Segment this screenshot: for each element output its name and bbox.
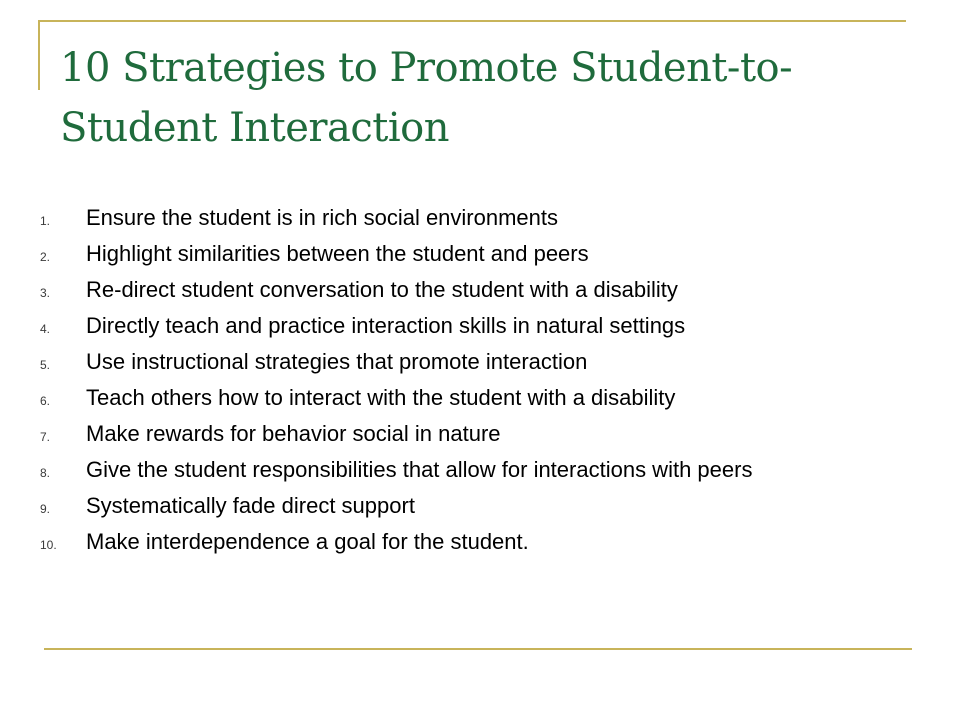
item-number: 3. (40, 286, 51, 300)
item-number: 4. (40, 322, 51, 336)
list-item (40, 528, 880, 556)
item-text: Make interdependence a goal for the student. (86, 529, 529, 554)
item-text: Highlight similarities between the student and peers (86, 241, 589, 266)
item-text: Directly teach and practice interaction skills in natural settings (86, 313, 686, 338)
item-number: 5. (40, 358, 51, 372)
list-item (40, 312, 880, 340)
item-text: Use instructional strategies that promote interaction (86, 349, 588, 374)
item-number: 6. (40, 394, 51, 408)
strategy-list (40, 204, 880, 564)
bottom-rule (44, 648, 912, 650)
item-number: 8. (40, 466, 51, 480)
list-item (40, 420, 880, 448)
list-item (40, 204, 880, 232)
top-rule (38, 20, 906, 22)
item-number: 2. (40, 250, 51, 264)
list-item (40, 384, 880, 412)
item-text: Systematically fade direct support (86, 493, 415, 518)
list-item (40, 276, 880, 304)
item-text: Ensure the student is in rich social environments (86, 205, 559, 230)
item-text: Give the student responsibilities that allow for interactions with peers (86, 457, 753, 482)
list-item (40, 492, 880, 520)
item-number: 7. (40, 430, 51, 444)
left-rule (38, 20, 40, 90)
item-text: Re-direct student conversation to the student with a disability (86, 277, 678, 302)
list-item (40, 240, 880, 268)
list-item (40, 348, 880, 376)
item-number: 1. (40, 214, 51, 228)
item-text: Make rewards for behavior social in nature (86, 421, 501, 446)
slide-title: 10 Strategies to Promote Student-to-Student Interaction (60, 45, 793, 151)
item-text: Teach others how to interact with the student with a disability (86, 385, 676, 410)
item-number: 9. (40, 502, 51, 516)
item-number: 10. (40, 538, 57, 552)
list-item (40, 456, 880, 484)
